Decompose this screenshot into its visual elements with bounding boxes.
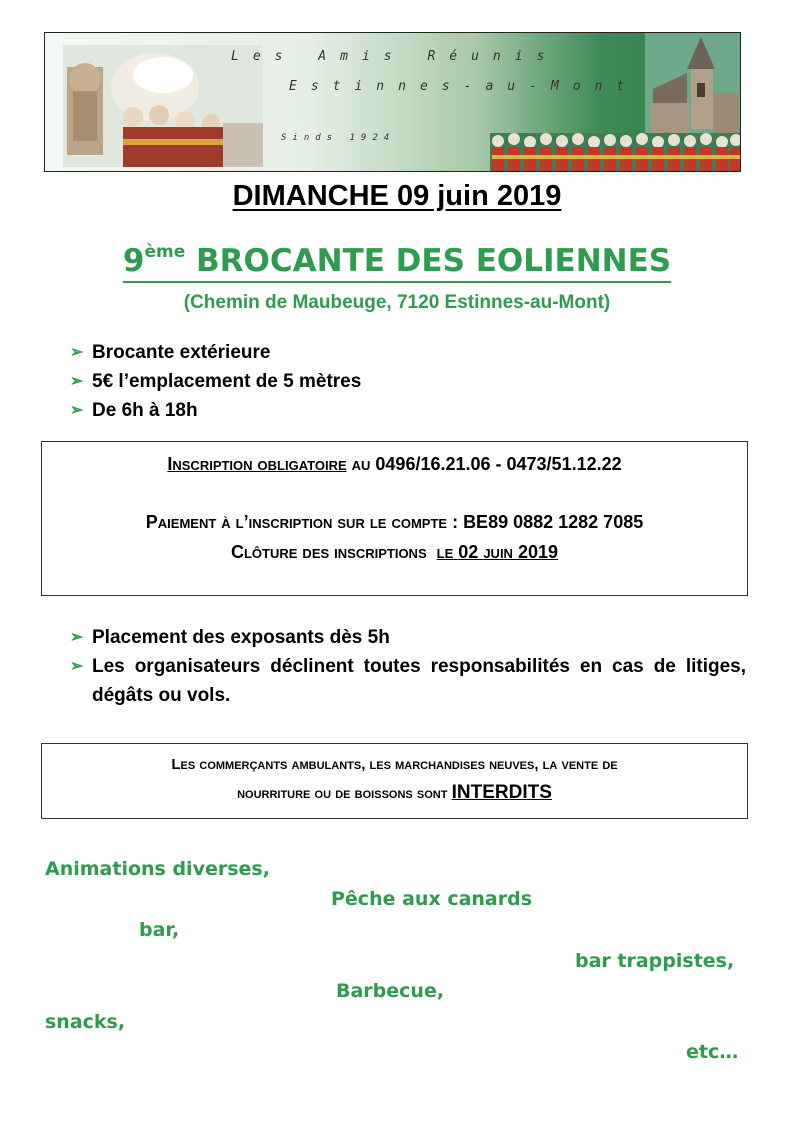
closing-line bbox=[42, 542, 747, 563]
closing-month: juin bbox=[483, 542, 513, 562]
animation-item: bar trappistes, bbox=[575, 950, 735, 972]
list-item-text: 5€ l’emplacement de 5 mètres bbox=[92, 371, 362, 392]
list-item bbox=[70, 367, 361, 396]
list-item-text: Brocante extérieure bbox=[92, 342, 271, 363]
animation-item: snacks, bbox=[45, 1011, 126, 1033]
forbidden-line1: Les commerçants ambulants, les marchandises neuves, la vente de bbox=[171, 756, 618, 773]
list-item bbox=[70, 652, 746, 710]
list-item bbox=[70, 623, 746, 652]
banner-motto-line2: Estinnes-au-Mont bbox=[289, 79, 639, 94]
closing-year: 2019 bbox=[517, 542, 559, 562]
inscription-box bbox=[41, 441, 748, 596]
event-title bbox=[0, 242, 794, 279]
event-title-underline bbox=[123, 243, 671, 283]
forbidden-emphasis: INTERDITS bbox=[451, 782, 552, 803]
inscription-label: Inscription obligatoire bbox=[167, 454, 347, 474]
animation-item: Pêche aux canards bbox=[331, 888, 533, 910]
inscription-line bbox=[42, 454, 747, 475]
forbidden-notice-box bbox=[41, 743, 748, 819]
animation-item: etc… bbox=[686, 1041, 739, 1063]
title-suffix: ème bbox=[144, 242, 186, 262]
list-item bbox=[70, 396, 361, 425]
inscription-au: au bbox=[346, 454, 376, 474]
bank-account: BE89 0882 1282 7085 bbox=[463, 512, 644, 532]
animation-item: Animations diverses, bbox=[45, 858, 270, 880]
title-text: BROCANTE DES EOLIENNES bbox=[196, 243, 672, 279]
closing-label: Clôture des inscriptions bbox=[230, 542, 427, 562]
arrow-bullet-icon: ➢ bbox=[70, 402, 84, 419]
list-item-text: Les organisateurs déclinent toutes responsabilités en cas de litiges, dégâts ou vols. bbox=[92, 656, 746, 706]
closing-day: 02 bbox=[458, 542, 479, 562]
gilles-crowd-photo bbox=[490, 133, 741, 172]
event-address: (Chemin de Maubeuge, 7120 Estinnes-au-Mont) bbox=[183, 292, 611, 313]
arrow-bullet-icon: ➢ bbox=[70, 658, 84, 675]
forbidden-line2: nourriture ou de boissons sont bbox=[237, 785, 452, 802]
arrow-bullet-icon: ➢ bbox=[70, 629, 84, 646]
banner-motto-line3: Sinds 1924 bbox=[281, 133, 396, 143]
inscription-phones: 0496/16.21.06 - 0473/51.12.22 bbox=[375, 454, 622, 474]
payment-label: Paiement à l’inscription sur le compte bbox=[145, 512, 448, 532]
info-list-top bbox=[70, 338, 361, 425]
info-list-bottom bbox=[70, 623, 746, 710]
arrow-bullet-icon: ➢ bbox=[70, 344, 84, 361]
payment-line bbox=[42, 512, 747, 533]
forbidden-line2-wrap bbox=[42, 782, 747, 804]
list-item-text: Placement des exposants dès 5h bbox=[92, 627, 390, 648]
payment-sep: : bbox=[447, 512, 464, 532]
header-banner bbox=[44, 32, 741, 172]
title-number: 9 bbox=[122, 243, 145, 279]
animation-item: bar, bbox=[139, 919, 180, 941]
banner-motto-line1: Les Amis Réunis bbox=[231, 49, 559, 64]
list-item bbox=[70, 338, 361, 367]
closing-le: le bbox=[436, 542, 454, 562]
animation-item: Barbecue, bbox=[336, 980, 445, 1002]
list-item-text: De 6h à 18h bbox=[92, 400, 198, 421]
event-date: DIMANCHE 09 juin 2019 bbox=[232, 180, 562, 212]
arrow-bullet-icon: ➢ bbox=[70, 373, 84, 390]
